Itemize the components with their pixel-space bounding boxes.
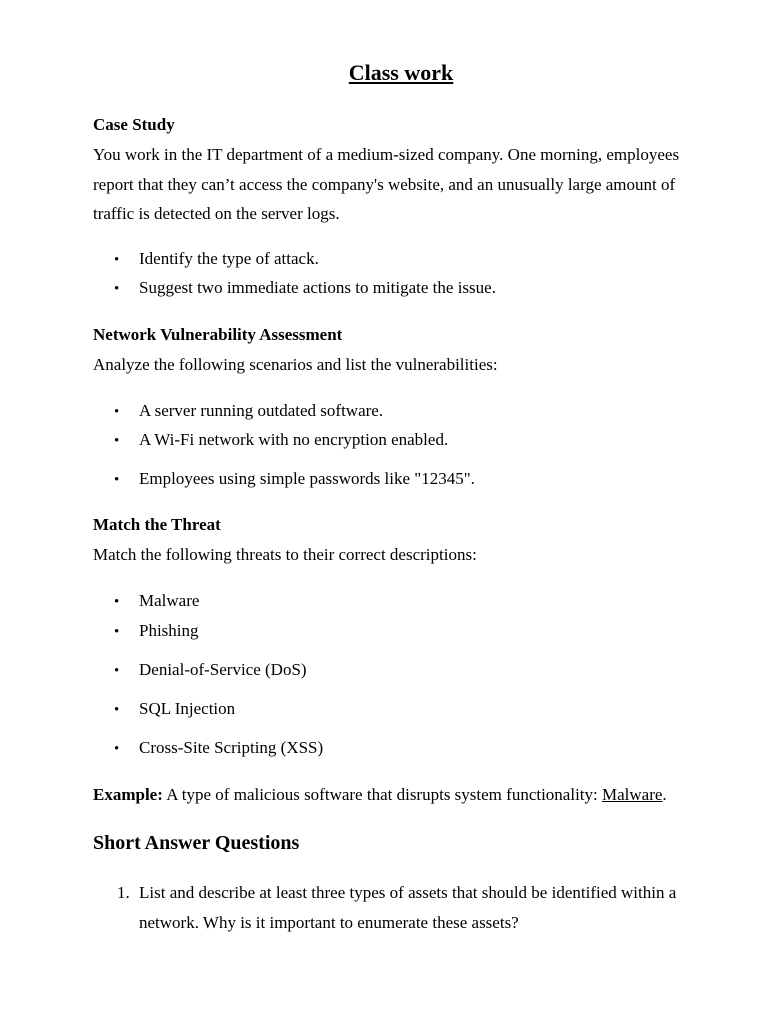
example-line: [93, 780, 753, 810]
vulnerability-bullet-2: A Wi-Fi network with no encryption enabled.: [139, 430, 449, 449]
page-title: Class work: [348, 60, 454, 85]
case-study-paragraph: You work in the IT department of a medium-sized company. One morning, employees report that they can’t access the company's website, and an unusually large amount of traffic is detected on the server logs.: [93, 145, 680, 223]
match-bullet-2: Phishing: [139, 621, 199, 640]
match-bullet-3: Denial-of-Service (DoS): [139, 660, 307, 679]
bullet-marker: •: [114, 252, 120, 268]
example-text: A type of malicious software that disrupts system functionality:: [162, 785, 602, 804]
bullet-marker: •: [114, 281, 120, 297]
example-answer: Malware: [602, 785, 663, 804]
example-end: .: [662, 785, 667, 804]
bullet-marker: •: [114, 472, 120, 488]
case-study-heading: Case Study: [93, 115, 175, 134]
vulnerability-intro: Analyze the following scenarios and list the vulnerabilities:: [93, 355, 498, 374]
case-study-bullet-1: Identify the type of attack.: [139, 249, 319, 268]
match-bullet-5: Cross-Site Scripting (XSS): [139, 738, 324, 757]
bullet-marker: •: [114, 624, 120, 640]
vulnerability-heading: Network Vulnerability Assessment: [93, 325, 343, 344]
example-label: Example:: [93, 785, 163, 804]
bullet-marker: •: [114, 741, 120, 757]
bullet-marker: •: [114, 702, 120, 718]
case-study-bullet-2: Suggest two immediate actions to mitigate the issue.: [139, 278, 496, 297]
bullet-marker: •: [114, 404, 120, 420]
bullet-marker: •: [114, 433, 120, 449]
match-heading: Match the Threat: [93, 515, 221, 534]
match-intro: Match the following threats to their correct descriptions:: [93, 545, 477, 564]
vulnerability-bullet-1: A server running outdated software.: [139, 401, 384, 420]
question-number: 1.: [117, 883, 130, 902]
bullet-marker: •: [114, 594, 120, 610]
match-bullet-4: SQL Injection: [139, 699, 236, 718]
question-text: List and describe at least three types of assets that should be identified within a network. Why is it important to enumerate these assets?: [139, 883, 677, 932]
bullet-marker: •: [114, 663, 120, 679]
match-bullet-1: Malware: [139, 591, 200, 610]
vulnerability-bullet-3: Employees using simple passwords like "12345".: [139, 469, 475, 488]
short-answer-heading: Short Answer Questions: [93, 832, 300, 854]
